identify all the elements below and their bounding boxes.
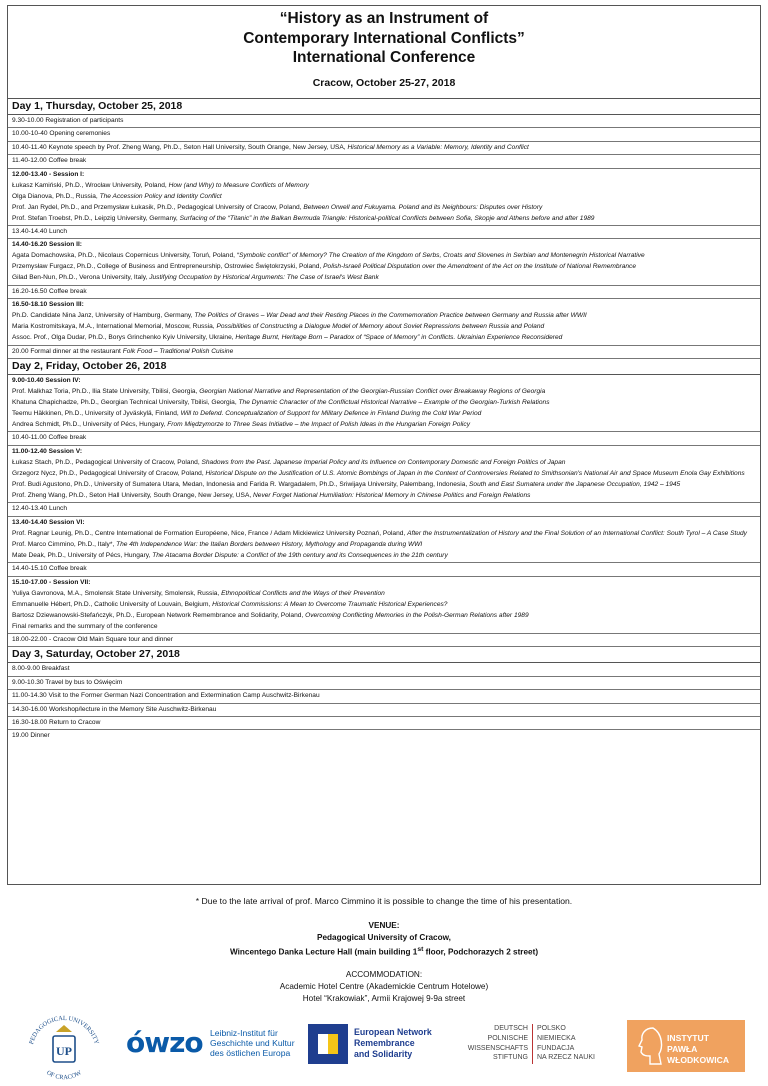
pedagogical-university-logo	[22, 1012, 106, 1084]
speaker-line	[12, 181, 756, 190]
line-text: 14.30-16.00 Workshop/lecture in the Memory Site Auschwitz-Birkenau	[12, 705, 217, 713]
venue-heading: VENUE:	[368, 921, 400, 930]
speaker-line	[12, 529, 756, 538]
schedule-item	[8, 226, 760, 239]
schedule-item	[8, 142, 760, 155]
instytut-line-1: INSTYTUT	[667, 1033, 710, 1043]
speaker-line	[12, 409, 756, 418]
schedule-item	[8, 704, 760, 717]
schedule-item	[8, 690, 760, 703]
venue-line-2-end: floor, Podchorazych 2 street)	[423, 947, 539, 957]
line-text: 18.00-22.00 - Cracow Old Main Square tour and dinner	[12, 635, 173, 643]
schedule-item	[8, 563, 760, 576]
pnfn-line-3: FUNDACJA	[537, 1044, 575, 1052]
line-text: Assoc. Prof., Olga Dudar, Ph.D., Borys Grinchenko Kyiv University, Ukraine,	[12, 334, 236, 342]
schedule-item	[8, 663, 760, 676]
speaker-line	[12, 251, 756, 260]
enrs-line-3: and Solidarity	[354, 1049, 413, 1059]
speaker-line	[12, 469, 756, 478]
line-title: The Politics of Graves – War Dead and their Resting Places in the Commemoration Practice between Germany and Russia after WWII	[194, 312, 587, 320]
line-text: 16.30-18.00 Return to Cracow	[12, 718, 101, 726]
venue-block	[0, 920, 768, 958]
line-text: Przemysław Furgacz, Ph.D., College of Business and Entrepreneurship, Ostrowiec Świętokrzyski, Poland,	[12, 263, 324, 271]
session-block	[8, 375, 760, 432]
line-title: Historical Memory as a Variable: Memory, Identity and Conflict	[347, 143, 529, 151]
schedule-line	[12, 156, 756, 165]
line-text: Teemu Häkkinen, Ph.D., University of Jyväskylä, Finland,	[12, 410, 181, 418]
speaker-line	[12, 333, 756, 342]
speaker-line	[12, 622, 756, 631]
pnfn-line-1: POLSKO	[537, 1025, 566, 1032]
speaker-line	[12, 203, 756, 212]
schedule-line	[12, 664, 756, 673]
pnfn-line-4: NA RZECZ NAUKI	[537, 1054, 595, 1062]
line-title: Polish-Israeli Political Disputation over the Amendment of the Act on the Institute of National Remembrance	[323, 263, 637, 271]
leibniz-text	[210, 1028, 295, 1059]
line-text: Emmanuelle Hébert, Ph.D., Catholic University of Louvain, Belgium,	[12, 600, 213, 608]
conference-title-line-3: International Conference	[292, 49, 476, 66]
line-text: 10.00-10-40 Opening ceremonies	[12, 130, 111, 138]
line-text: Yuliya Gavronova, M.A., Smolensk State University, Smolensk, Russia,	[12, 589, 222, 597]
line-title: From Międzymorze to Three Seas Initiative – the Impact of Polish Ideas in the Hungarian Foreign Policy	[167, 421, 470, 429]
line-title: Justifying Occupation by Historical Arguments: The Case of Israel's West Bank	[149, 274, 379, 282]
schedule-line	[12, 504, 756, 513]
day-heading: Day 3, Saturday, October 27, 2018	[8, 647, 760, 663]
session-title: 16.50-18.10 Session III:	[12, 301, 84, 309]
line-text: 19.00 Dinner	[12, 732, 50, 740]
schedule-item	[8, 634, 760, 647]
line-text: Ph.D. Candidate Nina Janz, University of Hamburg, Germany,	[12, 312, 195, 320]
speaker-line	[12, 540, 756, 549]
venue-line-2-sup: st	[417, 945, 424, 953]
day-heading: Day 1, Thursday, October 25, 2018	[8, 99, 760, 115]
pnfn-line-2: NIEMIECKA	[537, 1034, 576, 1042]
line-text: Prof. Marco Cimmino, Ph.D., Italy*,	[12, 540, 117, 548]
dpws-line-2: POLNISCHE	[487, 1034, 528, 1042]
line-title: Georgian National Narrative and Representation of the Georgian-Russian Conflict over Breakaway Regions of Georgia	[199, 388, 546, 396]
conference-subtitle: Cracow, October 25-27, 2018	[312, 76, 456, 89]
line-title: Ethnopolitical Conflicts and the Ways of their Prevention	[221, 589, 385, 597]
line-title: Historical Dispute on the Justification of U.S. Atomic Bombings of Japan in the Context of Controversies Related to Smithsonian's National Air and Space Museum Enola Gay Exhibitions	[205, 469, 745, 477]
schedule-line	[12, 678, 756, 687]
schedule-line	[12, 347, 756, 356]
session-block	[8, 169, 760, 226]
line-title: The Atacama Border Dispute: a Conflict of the 19th century and its Consequences in the 21th century	[152, 551, 448, 559]
line-text: 10.40-11.40 Keynote speech by Prof. Zheng Wang, Ph.D., Seton Hall University, South Orange, New Jersey, USA,	[12, 143, 348, 151]
line-text: 14.40-15.10 Coffee break	[12, 565, 87, 573]
schedule-line	[12, 705, 756, 714]
session-title: 14.40-16.20 Session II:	[12, 241, 83, 249]
session-block	[8, 299, 760, 345]
dpws-line-4: STIFTUNG	[493, 1054, 528, 1062]
session-title: 15.10-17.00 - Session VII:	[12, 578, 91, 586]
session-title: 11.00-12.40 Session V:	[12, 447, 83, 455]
accommodation-heading: ACCOMMODATION:	[345, 970, 423, 979]
line-text: 9.30-10.00 Registration of participants	[12, 117, 124, 124]
programme-frame	[7, 5, 761, 885]
speaker-line	[12, 611, 756, 620]
schedule-line	[12, 227, 756, 236]
line-title: Will to Defend. Conceptualization of Support for Military Defence in Finland During the Cold War Period	[180, 410, 482, 418]
line-text: 16.20-16.50 Coffee break	[12, 287, 87, 295]
line-text: Maria Kostromitskaya, M.A., International Memorial, Moscow, Russia,	[12, 323, 217, 331]
speaker-line	[12, 551, 756, 560]
line-text: Grzegorz Nycz, Ph.D., Pedagogical University of Cracow, Poland,	[12, 469, 206, 477]
line-text: Final remarks and the summary of the conference	[12, 622, 158, 630]
line-text: Łukasz Kamiński, Ph.D., Wrocław University, Poland,	[12, 181, 169, 189]
pedagogical-monogram: UP	[56, 1044, 72, 1058]
line-text: Bartosz Dziewanowski-Stefańczyk, Ph.D., European Network Remembrance and Solidarity, Poland,	[12, 611, 306, 619]
line-text: Gilad Ben-Nun, Ph.D., Verona University, Italy,	[12, 274, 150, 282]
dpws-divider	[532, 1024, 533, 1064]
line-text: 8.00-9.00 Breakfast	[12, 665, 70, 673]
line-title: Historical Commissions: A Mean to Overcome Traumatic Historical Experiences?	[212, 600, 448, 608]
dpws-line-3: WISSENSCHAFTS	[467, 1044, 528, 1052]
speaker-line	[12, 192, 756, 201]
speaker-line	[12, 214, 756, 223]
speaker-line	[12, 600, 756, 609]
speaker-line	[12, 262, 756, 271]
dpws-line-1: DEUTSCH	[494, 1025, 528, 1032]
schedule-item	[8, 128, 760, 141]
pawel-wlodkowic-institute-logo	[627, 1020, 745, 1072]
owzo-wordmark: ówzo	[126, 1026, 203, 1059]
line-text: Łukasz Stach, Ph.D., Pedagogical University of Cracow, Poland,	[12, 458, 202, 466]
footnote: * Due to the late arrival of prof. Marco Cimmino it is possible to change the time of his presentation.	[195, 896, 573, 906]
line-text: Mate Deak, Ph.D., University of Pécs, Hungary,	[12, 551, 153, 559]
line-title: After the Instrumentalization of History and the Final Solution of an International Conflict: South Tyrol – A Case Study	[407, 529, 747, 537]
speaker-line	[12, 480, 756, 489]
line-title: Overcoming Conflicting Memories in the Polish-German Relations after 1989	[305, 611, 529, 619]
line-title: Folk Food – Traditional Polish Cuisine	[122, 347, 234, 355]
line-text: Prof. Zheng Wang, Ph.D., Seton Hall University, South Orange, New Jersey, USA,	[12, 491, 254, 499]
schedule-item	[8, 346, 760, 359]
instytut-line-2: PAWŁA	[667, 1044, 698, 1054]
line-text: Prof. Jan Rydel, Ph.D., and Przemysław Łukasik, Ph.D., Pedagogical University of Cracow, Poland,	[12, 203, 304, 211]
schedule-line	[12, 143, 756, 152]
session-title: 12.00-13.40 - Session I:	[12, 170, 85, 178]
schedule-line	[12, 691, 756, 700]
profile-portrait-icon	[631, 1020, 665, 1072]
line-text: 11.40-12.00 Coffee break	[12, 157, 87, 165]
session-title: 13.40-14.40 Session VI:	[12, 518, 85, 526]
session-block	[8, 577, 760, 634]
line-title: Shadows from the Past. Japanese Imperial Policy and its Influence on Contemporary Domestic and Foreign Politics of Japan	[201, 458, 566, 466]
schedule-item	[8, 717, 760, 730]
enrs-line-1: European Network	[354, 1027, 432, 1037]
speaker-line	[12, 491, 756, 500]
schedule-item	[8, 286, 760, 299]
leibniz-line-1: Leibniz-Institut für	[210, 1028, 278, 1038]
accommodation-block	[0, 969, 768, 1004]
line-text: 9.00-10.30 Travel by bus to Oświęcim	[12, 678, 123, 686]
conference-title-line-2: Contemporary International Conflicts”	[243, 29, 525, 47]
leibniz-line-3: des östlichen Europa	[210, 1048, 291, 1059]
line-text: Prof. Malkhaz Toria, Ph.D., Ilia State University, Tbilisi, Georgia,	[12, 388, 200, 396]
line-text: 10.40-11.00 Coffee break	[12, 434, 87, 442]
dpws-polish-text	[537, 1024, 595, 1063]
schedule-line	[12, 129, 756, 138]
speaker-line	[12, 273, 756, 282]
schedule-item	[8, 115, 760, 128]
conference-title-line-1: “History as an Instrument of	[279, 10, 489, 27]
line-text: Andrea Schmidt, Ph.D., University of Pécs, Hungary,	[12, 421, 168, 429]
speaker-line	[12, 387, 756, 396]
instytut-line-3: WŁODKOWICA	[667, 1055, 730, 1065]
programme-header	[8, 6, 760, 99]
dpws-german-text	[464, 1024, 528, 1063]
accommodation-line-2: Hotel “Krakowiak”, Armii Krajowej 9-9a street	[302, 993, 466, 1003]
schedule-table	[8, 99, 760, 743]
speaker-line	[12, 420, 756, 429]
line-text: Khatuna Chapichadze, Ph.D., Georgian Technical University, Tbilisi, Georgia,	[12, 399, 239, 407]
line-title: The Dynamic Character of the Conflictual Historical Narrative – Example of the Georgian-Turkish Relations	[238, 399, 550, 407]
session-block	[8, 446, 760, 503]
venue-line-1: Pedagogical University of Cracow,	[317, 932, 451, 942]
line-title: Possibilities of Constructing a Dialogue Model of Memory about Soviet Repressions between Russia and Poland	[216, 323, 545, 331]
schedule-line	[12, 287, 756, 296]
polish-german-science-foundation-logo	[464, 1022, 624, 1068]
schedule-line	[12, 433, 756, 442]
schedule-line	[12, 635, 756, 644]
line-text: Prof. Budi Agustono, Ph.D., University of Sumatera Utara, Medan, Indonesia and Farida R. Wargadalem, Ph.D., Sriwijaya University, Palembang, Indonesia,	[12, 480, 470, 488]
line-title: The 4th Independence War: the Italian Borders between History, Mythology and Propaganda during WWI	[116, 540, 423, 548]
instytut-text	[667, 1033, 729, 1066]
schedule-item	[8, 432, 760, 445]
pedagogical-arc-top: PEDAGOGICAL UNIVERSITY	[28, 1014, 100, 1046]
schedule-line	[12, 116, 756, 125]
line-text: Agata Domachowska, Ph.D., Nicolaus Copernicus University, Toruń, Poland,	[12, 252, 237, 260]
day-heading: Day 2, Friday, October 26, 2018	[8, 359, 760, 375]
line-text: 12.40-13.40 Lunch	[12, 505, 67, 513]
line-title: South and East Sumatera under the Japanese Occupation, 1942 – 1945	[469, 480, 681, 488]
line-title: Surfacing of the “Titanic” in the Balkan Bermuda Triangle: Historical-political Conflicts between Sofia, Skopje and Athens before and after 1989	[179, 214, 595, 222]
enrs-text	[354, 1027, 432, 1060]
speaker-line	[12, 322, 756, 331]
session-block	[8, 239, 760, 285]
line-title: Never Forget National Humiliation: Historical Memory in Chinese Politics and Foreign Relations	[253, 491, 531, 499]
venue-line-2	[0, 944, 768, 959]
session-title: 9.00-10.40 Session IV:	[12, 377, 81, 385]
sponsor-logos	[0, 1012, 768, 1086]
schedule-line	[12, 718, 756, 727]
pedagogical-arc-bottom: OF CRACOW	[45, 1069, 83, 1082]
line-title: How (and Why) to Measure Conflicts of Memory	[168, 181, 309, 189]
leibniz-line-2: Geschichte und Kultur	[210, 1038, 295, 1049]
line-text: 13.40-14.40 Lunch	[12, 228, 67, 236]
schedule-line	[12, 564, 756, 573]
line-title: “Symbolic conflict” of Memory? The Creation of the Kingdom of Serbs, Croats and Slovenes in Serbian and Montenegrin Historical Narrative	[236, 252, 645, 260]
accommodation-line-1: Academic Hotel Centre (Akademickie Centrum Hotelowe)	[279, 981, 489, 991]
venue-line-2-start: Wincentego Danka Lecture Hall (main building 1	[229, 947, 418, 957]
line-text: Olga Dianova, Ph.D., Russia,	[12, 192, 100, 200]
schedule-item	[8, 503, 760, 516]
pedagogical-university-seal-icon	[22, 1012, 106, 1084]
line-title: The Accession Policy and Identity Conflict	[99, 192, 222, 200]
enrs-mark-icon	[308, 1024, 348, 1064]
speaker-line	[12, 589, 756, 598]
line-text: Prof. Ragnar Leunig, Ph.D., Centre International de Formation Européene, Nice, France / Adam Mickiewicz University Poznań, Poland,	[12, 529, 408, 537]
session-block	[8, 517, 760, 563]
line-text: 11.00-14.30 Visit to the Former German Nazi Concentration and Extermination Camp Auschwitz-Birkenau	[12, 692, 320, 700]
leibniz-institute-logo	[126, 1024, 302, 1066]
line-title: Heritage Burnt, Heritage Born – Paradox of “Space of Memory” in Conflicts. Ukrainian Experience Reconsidered	[235, 334, 563, 342]
schedule-line	[12, 731, 756, 740]
enrs-logo	[308, 1022, 458, 1066]
speaker-line	[12, 458, 756, 467]
speaker-line	[12, 398, 756, 407]
schedule-item	[8, 730, 760, 742]
speaker-line	[12, 311, 756, 320]
line-text: Prof. Stefan Troebst, Ph.D., Leipzig University, Germany,	[12, 214, 180, 222]
schedule-item	[8, 155, 760, 168]
schedule-item	[8, 677, 760, 690]
line-text: 20.00 Formal dinner at the restaurant	[12, 347, 123, 355]
line-title: Between Orwell and Fukuyama. Poland and its Neighbours: Disputes over History	[303, 203, 543, 211]
enrs-line-2: Remembrance	[354, 1038, 415, 1048]
